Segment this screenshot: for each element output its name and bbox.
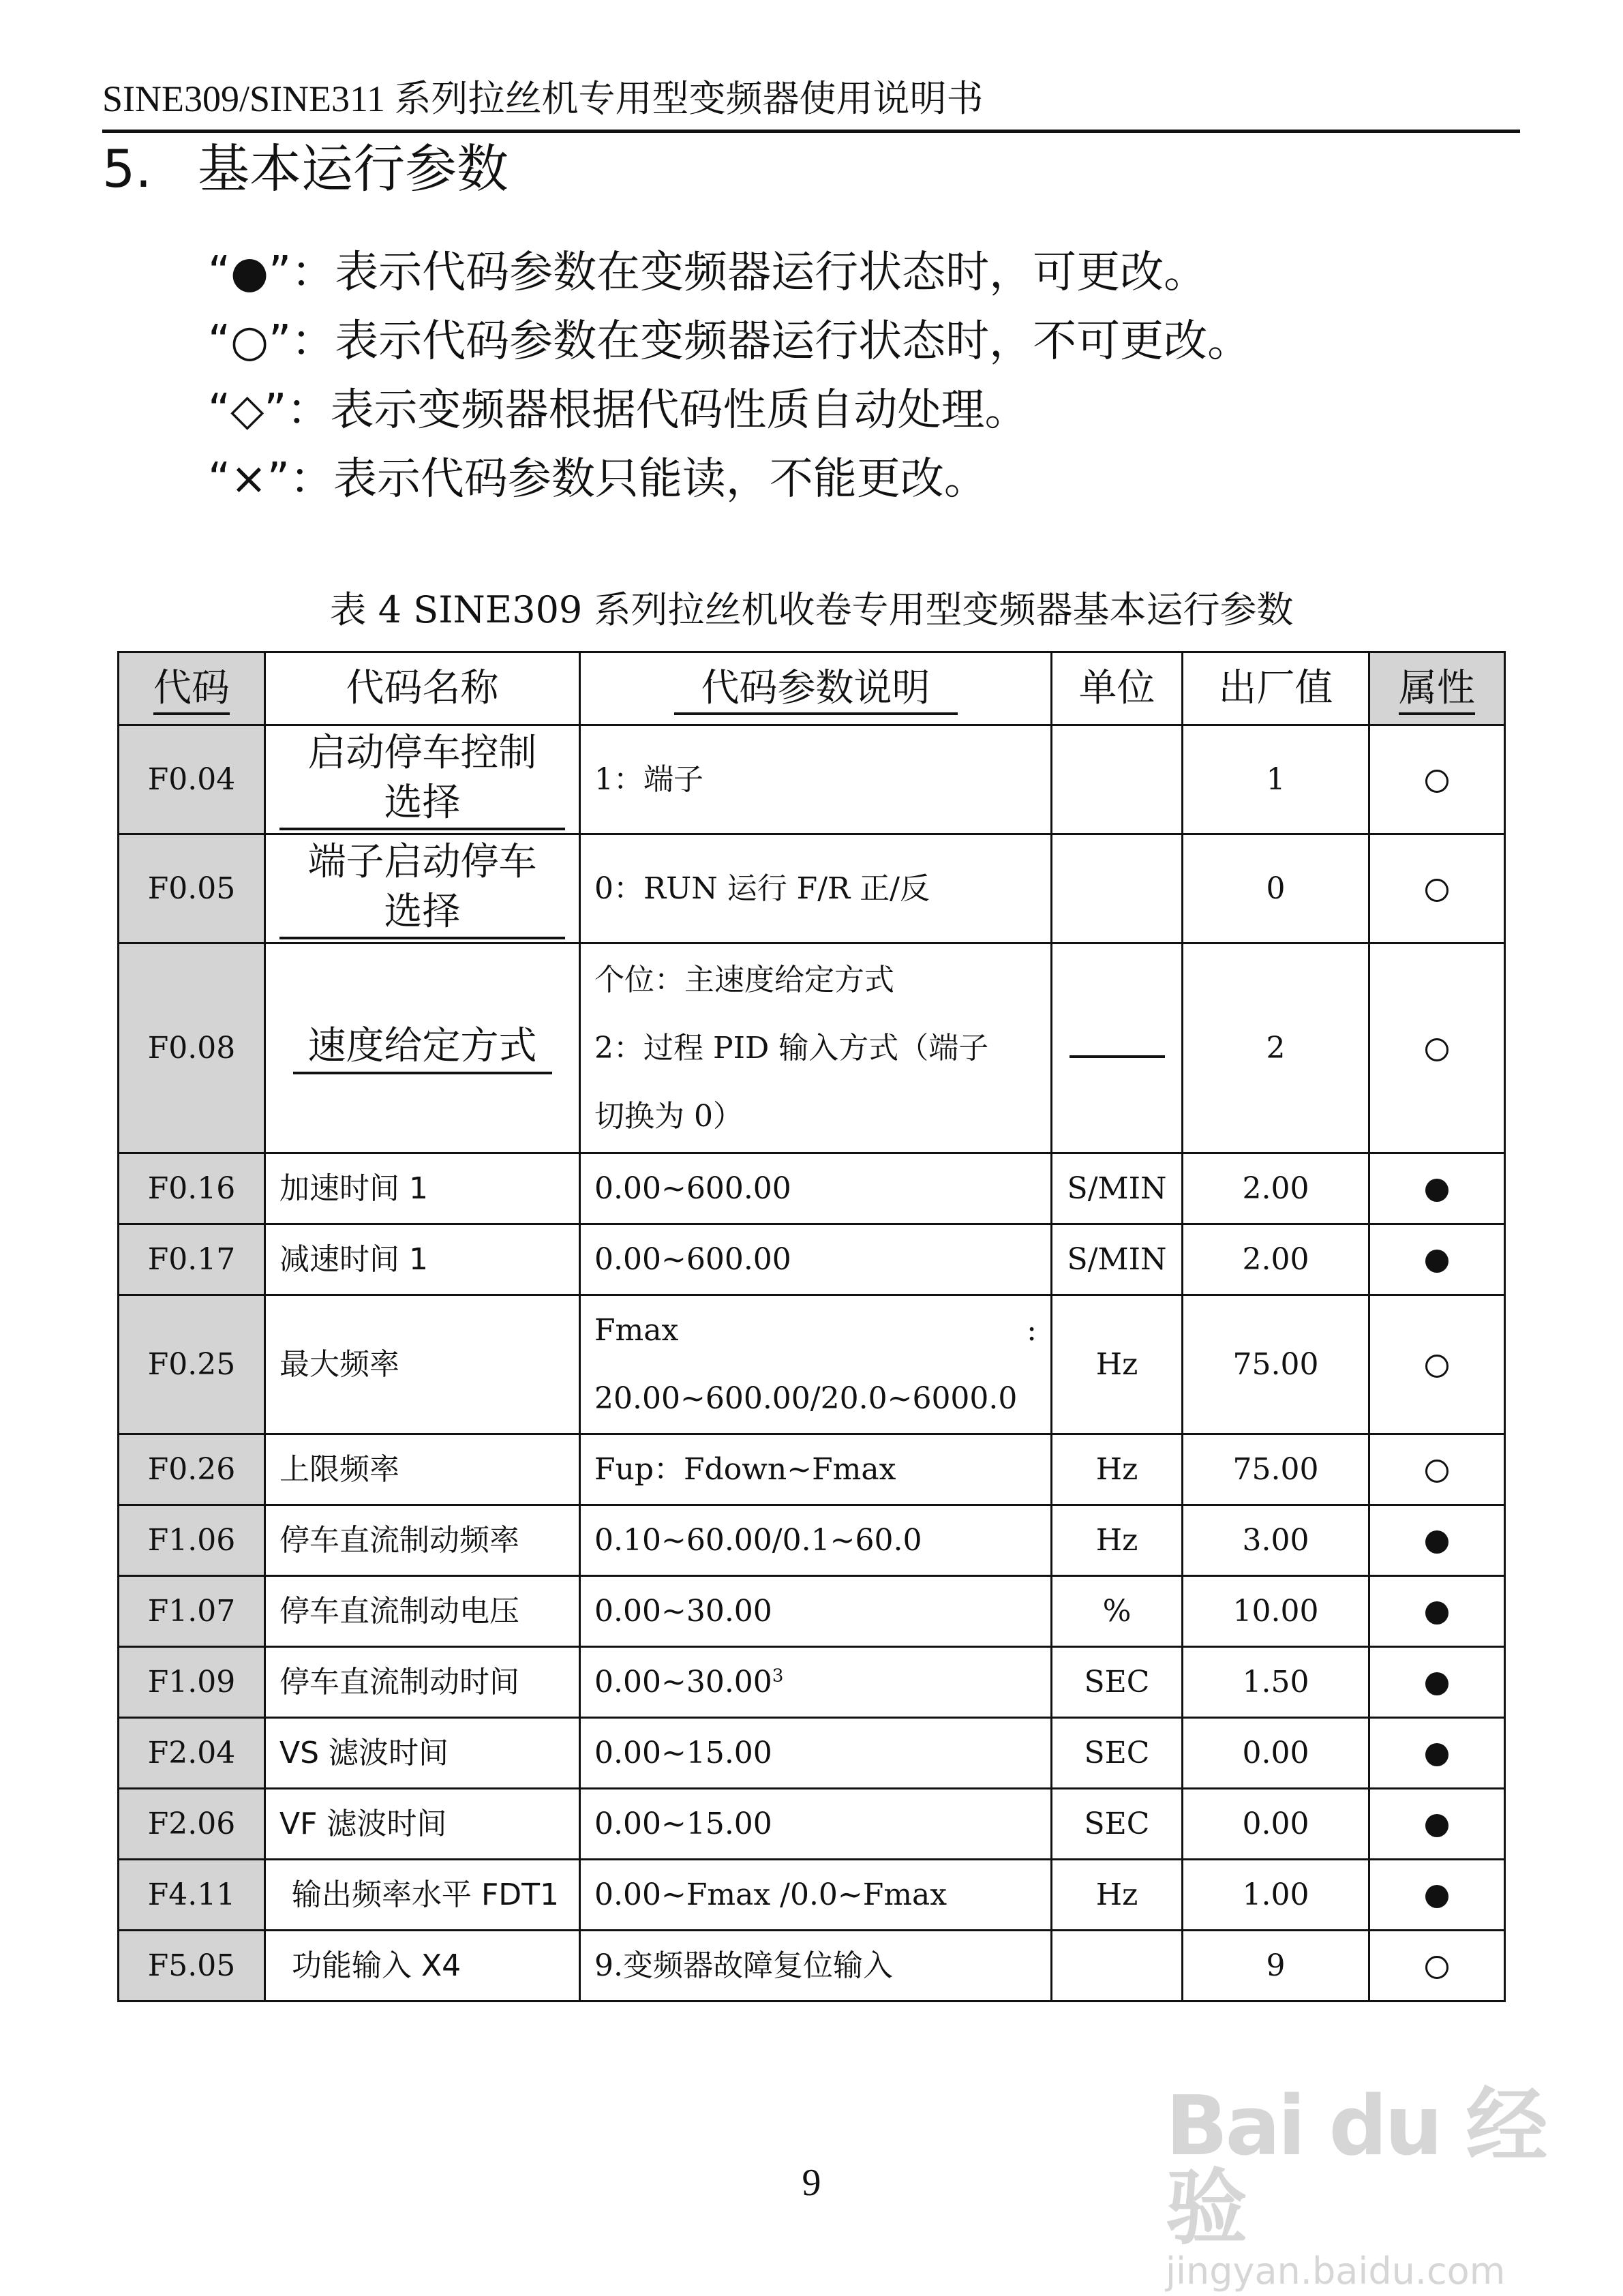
param-description: 9.变频器故障复位输入: [580, 1931, 1052, 2002]
table-row: [119, 834, 1505, 943]
description-line: 20.00~600.00/20.0~6000.0: [594, 1380, 1018, 1416]
param-name: 输出频率水平 FDT1: [265, 1860, 580, 1931]
param-attribute: [1369, 1647, 1505, 1718]
param-name: 功能输入 X4: [265, 1931, 580, 2002]
param-unit: Hz: [1052, 1505, 1183, 1576]
param-code: F2.06: [119, 1789, 265, 1860]
param-name: 停车直流制动频率: [265, 1505, 580, 1576]
param-unit: S/MIN: [1052, 1224, 1183, 1295]
param-description: [580, 943, 1052, 1153]
legend-text: 表示代码参数只能读，不能更改。: [333, 454, 988, 504]
param-description: 0.00~600.00: [580, 1153, 1052, 1224]
filled-circle-icon: [1425, 1530, 1448, 1554]
param-description: [580, 1295, 1052, 1434]
table-row: [119, 1860, 1505, 1931]
param-description: Fup：Fdown~Fmax: [580, 1434, 1052, 1505]
param-attribute: [1369, 1434, 1505, 1505]
legend-text: 表示代码参数在变频器运行状态时，不可更改。: [335, 316, 1252, 367]
filled-circle-icon: [1425, 1672, 1448, 1695]
legend-symbol: “◇”：: [208, 385, 331, 436]
table-header-row: [119, 652, 1505, 725]
legend-text: 表示代码参数在变频器运行状态时，可更改。: [335, 247, 1208, 298]
legend-symbol: “○”：: [208, 316, 335, 367]
filled-circle-icon: [1425, 1601, 1448, 1625]
description-line: 个位：主速度给定方式: [594, 962, 894, 997]
param-code: F2.04: [119, 1718, 265, 1789]
param-description: 0.10~60.00/0.1~60.0: [580, 1505, 1052, 1576]
param-code: F0.16: [119, 1153, 265, 1224]
filled-circle-icon: [1425, 1814, 1448, 1837]
column-header-code: 代码: [119, 652, 265, 725]
table-caption: 表 4 SINE309 系列拉丝机收卷专用型变频器基本运行参数: [329, 588, 1294, 631]
hollow-circle-icon: [1425, 1355, 1448, 1378]
legend-symbol: “●”：: [208, 247, 335, 298]
parameter-table: [117, 651, 1506, 2002]
param-unit: Hz: [1052, 1860, 1183, 1931]
param-code: F0.26: [119, 1434, 265, 1505]
param-default: 10.00: [1183, 1576, 1369, 1647]
param-code: F1.06: [119, 1505, 265, 1576]
param-description: 0.00~30.00: [580, 1576, 1052, 1647]
hollow-circle-icon: [1425, 1956, 1448, 1979]
description-line: 2：过程 PID 输入方式（端子: [594, 1030, 989, 1066]
description-line: [594, 1297, 1037, 1365]
hollow-circle-icon: [1425, 1460, 1448, 1483]
param-unit: [1052, 1931, 1183, 2002]
legend-item: [208, 307, 1251, 376]
hollow-circle-icon: [1425, 1038, 1448, 1061]
param-default: 75.00: [1183, 1295, 1369, 1434]
param-name: 停车直流制动电压: [265, 1576, 580, 1647]
baidu-jingyan-watermark: [1166, 2079, 1547, 2293]
param-unit: %: [1052, 1576, 1183, 1647]
param-default: 2.00: [1183, 1224, 1369, 1295]
legend: [208, 239, 1251, 514]
param-name: 上限频率: [265, 1434, 580, 1505]
table-row: [119, 943, 1505, 1153]
param-code: F1.09: [119, 1647, 265, 1718]
param-code: F0.04: [119, 725, 265, 834]
page-number: 9: [802, 2162, 821, 2204]
param-default: 1.00: [1183, 1860, 1369, 1931]
param-unit: SEC: [1052, 1789, 1183, 1860]
param-attribute: [1369, 1505, 1505, 1576]
section-number: 5.: [102, 138, 152, 199]
param-default: 0.00: [1183, 1789, 1369, 1860]
param-description: 0：RUN 运行 F/R 正/反: [580, 834, 1052, 943]
table-row: [119, 1224, 1505, 1295]
param-attribute: [1369, 1931, 1505, 2002]
param-name: VF 滤波时间: [265, 1789, 580, 1860]
param-default: 0: [1183, 834, 1369, 943]
param-name: 端子启动停车选择: [265, 834, 580, 943]
param-description: 0.00~Fmax /0.0~Fmax: [580, 1860, 1052, 1931]
table-row: [119, 1576, 1505, 1647]
table-row: [119, 1505, 1505, 1576]
param-default: 1: [1183, 725, 1369, 834]
section-title-text: 基本运行参数: [198, 138, 509, 199]
param-unit: [1052, 834, 1183, 943]
param-unit: [1052, 943, 1183, 1153]
param-attribute: [1369, 1224, 1505, 1295]
param-code: F1.07: [119, 1576, 265, 1647]
param-description: [580, 1647, 1052, 1718]
table-row: [119, 1295, 1505, 1434]
param-attribute: [1369, 1576, 1505, 1647]
description-text: 0.00~30.00: [594, 1664, 772, 1700]
hollow-circle-icon: [1425, 879, 1448, 902]
param-name: 最大频率: [265, 1295, 580, 1434]
param-attribute: [1369, 943, 1505, 1153]
param-code: F0.17: [119, 1224, 265, 1295]
table-row: [119, 1647, 1505, 1718]
param-attribute: [1369, 834, 1505, 943]
description-line: 切换为 0）: [594, 1098, 743, 1134]
legend-item: [208, 376, 1251, 445]
param-unit: S/MIN: [1052, 1153, 1183, 1224]
param-unit: SEC: [1052, 1718, 1183, 1789]
description-fmax: Fmax: [594, 1312, 679, 1348]
param-attribute: [1369, 1295, 1505, 1434]
param-default: 0.00: [1183, 1718, 1369, 1789]
column-header-attribute: 属性: [1369, 652, 1505, 725]
param-unit: [1052, 725, 1183, 834]
running-header: SINE309/SINE311 系列拉丝机专用型变频器使用说明书: [102, 78, 984, 119]
column-header-default: 出厂值: [1183, 652, 1369, 725]
dash-placeholder: [1070, 1055, 1165, 1058]
description-superscript: 3: [772, 1665, 784, 1687]
param-code: F0.05: [119, 834, 265, 943]
watermark-url: jingyan.baidu.com: [1166, 2250, 1506, 2293]
param-name: 减速时间 1: [265, 1224, 580, 1295]
param-default: 75.00: [1183, 1434, 1369, 1505]
table-row: [119, 1153, 1505, 1224]
header-rule: [102, 130, 1520, 133]
param-name: 启动停车控制选择: [265, 725, 580, 834]
param-default: 9: [1183, 1931, 1369, 2002]
param-name: 停车直流制动时间: [265, 1647, 580, 1718]
watermark-logo: Bai du 经验: [1166, 2079, 1545, 2256]
filled-circle-icon: [1425, 1885, 1448, 1908]
hollow-circle-icon: [1425, 770, 1448, 793]
param-attribute: [1369, 1860, 1505, 1931]
legend-text: 表示变频器根据代码性质自动处理。: [330, 385, 1029, 436]
param-code: F0.08: [119, 943, 265, 1153]
column-header-name: 代码名称: [265, 652, 580, 725]
table-row: [119, 1718, 1505, 1789]
param-unit: SEC: [1052, 1647, 1183, 1718]
param-attribute: [1369, 1718, 1505, 1789]
legend-item: [208, 239, 1251, 307]
legend-symbol: “×”：: [208, 454, 333, 504]
filled-circle-icon: [1425, 1179, 1448, 1202]
param-attribute: [1369, 1153, 1505, 1224]
param-default: 3.00: [1183, 1505, 1369, 1576]
param-default: 1.50: [1183, 1647, 1369, 1718]
param-default: 2: [1183, 943, 1369, 1153]
table-row: [119, 725, 1505, 834]
param-attribute: [1369, 1789, 1505, 1860]
table-row: [119, 1789, 1505, 1860]
param-code: F0.25: [119, 1295, 265, 1434]
table-row: [119, 1931, 1505, 2002]
param-unit: Hz: [1052, 1434, 1183, 1505]
column-header-description: 代码参数说明: [580, 652, 1052, 725]
param-name: 速度给定方式: [265, 943, 580, 1153]
param-code: F5.05: [119, 1931, 265, 2002]
param-unit: Hz: [1052, 1295, 1183, 1434]
legend-item: [208, 445, 1251, 514]
param-description: 1：端子: [580, 725, 1052, 834]
filled-circle-icon: [1425, 1743, 1448, 1766]
filled-circle-icon: [1425, 1250, 1448, 1273]
param-name: VS 滤波时间: [265, 1718, 580, 1789]
param-attribute: [1369, 725, 1505, 834]
param-description: 0.00~600.00: [580, 1224, 1052, 1295]
param-default: 2.00: [1183, 1153, 1369, 1224]
section-title: [102, 138, 509, 199]
param-description: 0.00~15.00: [580, 1789, 1052, 1860]
column-header-unit: 单位: [1052, 652, 1183, 725]
param-name: 加速时间 1: [265, 1153, 580, 1224]
param-code: F4.11: [119, 1860, 265, 1931]
table-row: [119, 1434, 1505, 1505]
description-colon: :: [1027, 1312, 1037, 1348]
param-description: 0.00~15.00: [580, 1718, 1052, 1789]
